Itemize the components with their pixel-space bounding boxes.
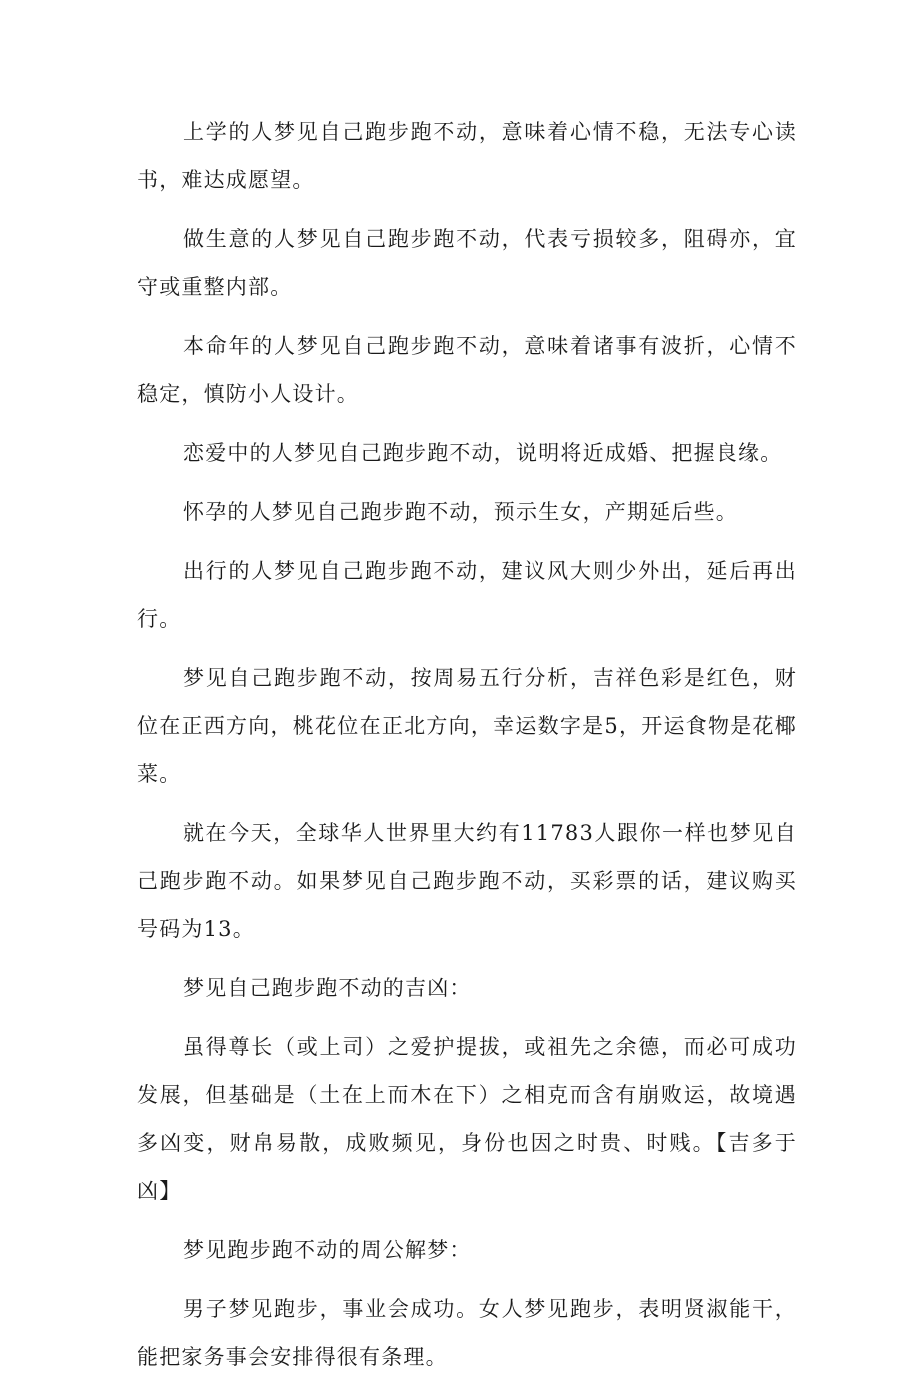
heading-fortune: 梦见自己跑步跑不动的吉凶：	[183, 976, 472, 1000]
paragraph-in-love: 恋爱中的人梦见自己跑步跑不动，说明将近成婚、把握良缘。	[183, 441, 783, 465]
paragraph-students: 上学的人梦见自己跑步跑不动，意味着心情不稳，无法专心读书，难达成愿望。	[137, 120, 797, 192]
paragraph-business: 做生意的人梦见自己跑步跑不动，代表亏损较多，阻碍亦，宜守或重整内部。	[137, 227, 797, 299]
paragraph-five-elements: 梦见自己跑步跑不动，按周易五行分析，吉祥色彩是红色，财位在正西方向，桃花位在正北方向，幸运数字是5，开运食物是花椰菜。	[137, 666, 797, 786]
document-body	[137, 108, 797, 1392]
paragraph-lottery: 就在今天，全球华人世界里大约有11783人跟你一样也梦见自己跑步跑不动。如果梦见自己跑步跑不动，买彩票的话，建议购买号码为13。	[137, 821, 797, 941]
paragraph-fortune-detail: 虽得尊长（或上司）之爱护提拔，或祖先之余德，而必可成功发展，但基础是（土在上而木在下）之相克而含有崩败运，故境遇多凶变，财帛易散，成败频见，身份也因之时贵、时贱。【吉多于凶】	[137, 1035, 797, 1203]
heading-zhougong: 梦见跑步跑不动的周公解梦：	[183, 1238, 472, 1262]
paragraph-zodiac-year: 本命年的人梦见自己跑步跑不动，意味着诸事有波折，心情不稳定，慎防小人设计。	[137, 334, 797, 406]
paragraph-pregnant: 怀孕的人梦见自己跑步跑不动，预示生女，产期延后些。	[183, 500, 738, 524]
paragraph-zhougong-detail: 男子梦见跑步，事业会成功。女人梦见跑步，表明贤淑能干，能把家务事会安排得很有条理。	[137, 1297, 797, 1369]
paragraph-travel: 出行的人梦见自己跑步跑不动，建议风大则少外出，延后再出行。	[137, 559, 797, 631]
